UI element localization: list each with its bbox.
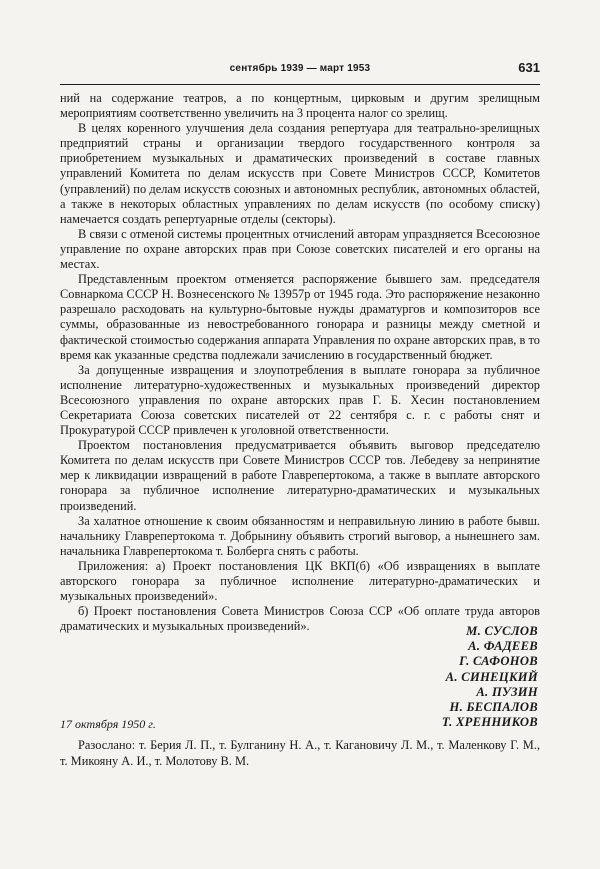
paragraph-1: ний на содержание театров, а по концертным, цирковым и другим зрелищным мероприятиям соответственно увеличить на 3 процента налог со зрелищ. [60,91,540,121]
paragraph-attachments: Приложения: а) Проект постановления ЦК ВКП(б) «Об извращениях в выплате авторского гонорара за публичное исполнение литературно-драматических и музыкальных произведений». [60,558,540,604]
page-number: 631 [518,60,540,75]
signature-block [442,624,538,730]
document-body [60,91,540,634]
signatory: А. СИНЕЦКИЙ [445,669,538,684]
signatory: Н. БЕСПАЛОВ [449,700,538,715]
header-rule [60,84,540,85]
signatory: М. СУСЛОВ [466,624,538,638]
distribution-list [60,738,540,769]
signatory: А. ФАДЕЕВ [468,639,538,654]
paragraph-attachment-b: б) Проект постановления Совета Министров Союза ССР «Об оплате труда авторов драматических и музыкальных произведений». [60,604,540,634]
signatory: Г. САФОНОВ [459,654,538,669]
signatory: Т. ХРЕННИКОВ [441,715,538,730]
running-header-title: сентябрь 1939 — март 1953 [229,63,371,74]
distribution-text: Разослано: т. Берия Л. П., т. Булганину Н. А., т. Кагановичу Л. М., т. Маленкову Г. М., т. Микояну А. И., т. Молотову В. М. [60,738,540,768]
running-header [60,60,540,80]
paragraph-6: Проектом постановления предусматривается объявить выговор председателю Комитета по делам искусств при Совете Министров СССР тов. Лебедеву за непринятие мер к ликвидации извращений в работе Главрепертокома, а также в выплате авторского гонорара за публичное исполнение литературно-драматических и музыкальных произведений. [60,438,540,513]
paragraph-7: За халатное отношение к своим обязанностям и неправильную линию в работе бывш. начальнику Главрепертокома т. Добрынину объявить строгий выговор, а нынешнего зам. начальника Главрепертокома т. Болберга снять с работы. [60,513,540,558]
document-date: 17 октября 1950 г. [60,717,156,731]
paragraph-5: За допущенные извращения и злоупотребления в выплате гонорара за публичное исполнение литературно-художественных и музыкальных произведений директор Всесоюзного управления по охране авторских прав Г. Б. Хесин постановлением Секретариата Союза советских писателей от 22 сентября с. г. с работы снят и Прокуратурой СССР привлечен к уголовной ответственности. [60,362,540,438]
signatory: А. ПУЗИН [476,684,538,699]
paragraph-3: В связи с отменой системы процентных отчислений авторам упраздняется Всесоюзное управление по охране авторских прав при Союзе советских писателей и его органы на местах. [60,226,540,272]
paragraph-2: В целях коренного улучшения дела создания репертуара для театрально-зрелищных предприятий страны и организации твердого государственного контроля за приобретением музыкальных и драматических произведений в составе главных управлений Комитета по делам искусств при Совете Министров СССР, Комитетов (управлений) по делам искусств союзных и автономных республик, автономных областей, а также в некоторых областных управлениях по делам искусств (по особому списку) намечается создать репертуарные отделы (секторы). [60,121,540,226]
paragraph-4: Представленным проектом отменяется распоряжение бывшего зам. председателя Совнаркома СССР Н. Вознесенского № 13957р от 1945 года. Это распоряжение незаконно разрешало расходовать на культурно-бытовые нужды драматургов и композиторов все суммы, образованные из невостребованного гонорара и разницы между сметной и фактической стоимостью содержания аппарата Управления по охране авторских прав, в то время как указанные средства подлежали зачислению в государственный бюджет. [60,272,540,362]
